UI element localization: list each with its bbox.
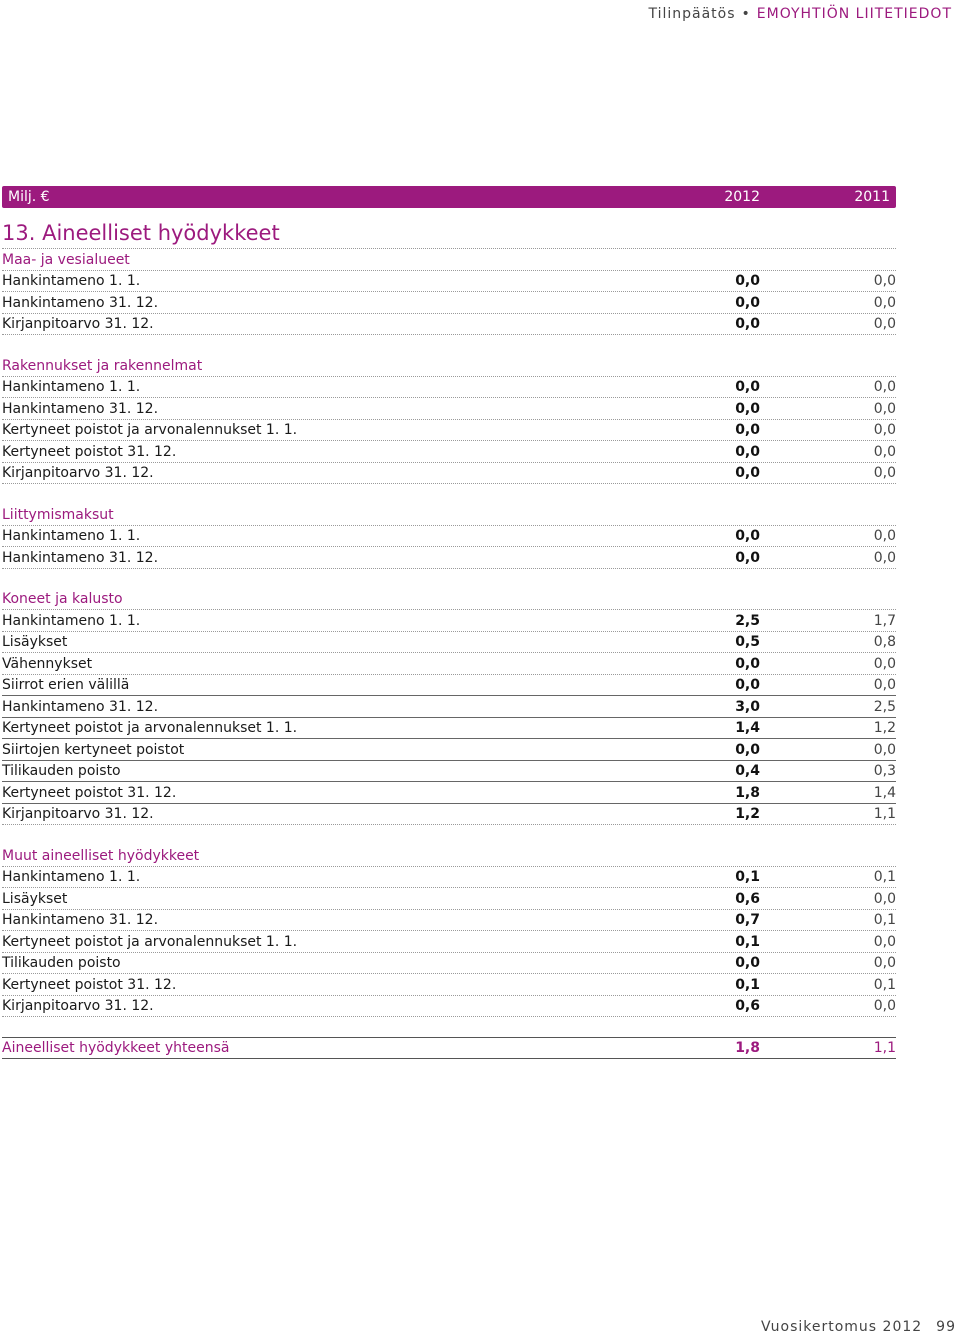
value-2012: 0,6 bbox=[735, 890, 760, 907]
table-row bbox=[2, 526, 896, 547]
total-label: Aineelliset hyödykkeet yhteensä bbox=[2, 1040, 230, 1056]
value-2011: 0,0 bbox=[873, 422, 896, 438]
table-row bbox=[2, 463, 896, 484]
value-2012: 0,0 bbox=[735, 677, 760, 693]
column-header-bar bbox=[2, 186, 896, 208]
value-2011: 1,7 bbox=[873, 612, 896, 629]
table-row bbox=[2, 761, 896, 782]
row-label: Vähennykset bbox=[2, 655, 93, 672]
header-doc: Tilinpäätös bbox=[648, 6, 736, 22]
table-row bbox=[2, 718, 896, 739]
group-heading-label: Maa- ja vesialueet bbox=[2, 251, 130, 268]
table-row bbox=[2, 271, 896, 292]
table-row bbox=[2, 399, 896, 420]
notes-table bbox=[2, 186, 896, 1059]
group-heading-label: Liittymismaksut bbox=[2, 506, 114, 523]
value-2011: 0,0 bbox=[873, 294, 896, 311]
row-label: Lisäykset bbox=[2, 890, 68, 907]
row-label: Hankintameno 1. 1. bbox=[2, 869, 141, 885]
row-label: Kertyneet poistot 31. 12. bbox=[2, 976, 177, 993]
value-2011: 0,3 bbox=[873, 763, 896, 779]
table-row bbox=[2, 783, 896, 804]
value-2012: 0,0 bbox=[735, 549, 760, 566]
value-2011: 0,0 bbox=[873, 379, 896, 395]
row-label: Kertyneet poistot ja arvonalennukset 1. 1. bbox=[2, 933, 298, 950]
row-label: Tilikauden poisto bbox=[2, 955, 121, 971]
value-2011: 0,0 bbox=[873, 443, 896, 460]
groups-container bbox=[2, 250, 896, 1018]
group-heading bbox=[2, 505, 896, 526]
value-2011: 0,0 bbox=[873, 741, 896, 758]
value-2012: 0,4 bbox=[735, 763, 760, 779]
group-heading bbox=[2, 250, 896, 271]
total-value-2012: 1,8 bbox=[735, 1040, 760, 1056]
total-value-2011: 1,1 bbox=[873, 1040, 896, 1056]
group-heading-label: Muut aineelliset hyödykkeet bbox=[2, 847, 200, 864]
row-label: Tilikauden poisto bbox=[2, 763, 121, 779]
value-2011: 0,0 bbox=[873, 998, 896, 1014]
value-2011: 0,0 bbox=[873, 890, 896, 907]
page-header bbox=[648, 6, 952, 22]
value-2011: 0,1 bbox=[873, 976, 896, 993]
value-2011: 0,1 bbox=[873, 869, 896, 885]
row-label: Kertyneet poistot ja arvonalennukset 1. 1. bbox=[2, 422, 298, 438]
value-2011: 0,0 bbox=[873, 465, 896, 481]
total-row bbox=[2, 1037, 896, 1059]
table-row bbox=[2, 420, 896, 441]
value-2011: 0,8 bbox=[873, 634, 896, 650]
table-row bbox=[2, 611, 896, 632]
value-2012: 0,0 bbox=[735, 465, 760, 481]
table-row bbox=[2, 975, 896, 996]
group-spacer bbox=[2, 569, 896, 589]
page-number: 99 bbox=[936, 1319, 956, 1335]
value-2012: 0,7 bbox=[735, 912, 760, 928]
value-2012: 1,4 bbox=[735, 720, 760, 736]
value-2011: 1,4 bbox=[873, 784, 896, 801]
row-label: Hankintameno 31. 12. bbox=[2, 912, 159, 928]
value-2012: 0,5 bbox=[735, 634, 760, 650]
group-spacer bbox=[2, 825, 896, 845]
row-label: Kirjanpitoarvo 31. 12. bbox=[2, 806, 154, 822]
row-label: Hankintameno 1. 1. bbox=[2, 379, 141, 395]
year-2011-header: 2011 bbox=[854, 189, 890, 205]
group-heading-label: Rakennukset ja rakennelmat bbox=[2, 357, 203, 374]
table-row bbox=[2, 867, 896, 888]
table-row bbox=[2, 293, 896, 314]
row-label: Hankintameno 31. 12. bbox=[2, 549, 159, 566]
row-label: Siirtojen kertyneet poistot bbox=[2, 741, 185, 758]
value-2012: 0,0 bbox=[735, 316, 760, 332]
value-2012: 0,0 bbox=[735, 528, 760, 544]
row-label: Kirjanpitoarvo 31. 12. bbox=[2, 998, 154, 1014]
value-2012: 0,0 bbox=[735, 955, 760, 971]
row-label: Siirrot erien välillä bbox=[2, 677, 130, 693]
value-2012: 2,5 bbox=[735, 612, 760, 629]
table-row bbox=[2, 740, 896, 761]
row-label: Hankintameno 1. 1. bbox=[2, 273, 141, 289]
row-label: Lisäykset bbox=[2, 634, 68, 650]
value-2012: 0,0 bbox=[735, 400, 760, 417]
table-row bbox=[2, 910, 896, 931]
header-separator: • bbox=[741, 6, 751, 22]
value-2011: 0,0 bbox=[873, 273, 896, 289]
group-heading bbox=[2, 589, 896, 610]
row-label: Kirjanpitoarvo 31. 12. bbox=[2, 316, 154, 332]
value-2012: 0,0 bbox=[735, 379, 760, 395]
value-2012: 0,0 bbox=[735, 443, 760, 460]
row-label: Hankintameno 1. 1. bbox=[2, 528, 141, 544]
row-label: Kirjanpitoarvo 31. 12. bbox=[2, 465, 154, 481]
row-label: Kertyneet poistot 31. 12. bbox=[2, 443, 177, 460]
group-heading-label: Koneet ja kalusto bbox=[2, 591, 123, 607]
header-section: EMOYHTIÖN LIITETIEDOT bbox=[756, 6, 952, 22]
table-row bbox=[2, 889, 896, 910]
value-2011: 1,1 bbox=[873, 806, 896, 822]
value-2012: 0,0 bbox=[735, 294, 760, 311]
value-2011: 2,5 bbox=[873, 698, 896, 715]
row-label: Hankintameno 1. 1. bbox=[2, 612, 141, 629]
value-2012: 0,0 bbox=[735, 655, 760, 672]
year-2012-header: 2012 bbox=[724, 189, 760, 205]
value-2012: 0,0 bbox=[735, 422, 760, 438]
value-2012: 0,1 bbox=[735, 933, 760, 950]
group-heading bbox=[2, 846, 896, 867]
value-2011: 1,2 bbox=[873, 720, 896, 736]
group-spacer bbox=[2, 484, 896, 504]
value-2012: 0,1 bbox=[735, 976, 760, 993]
value-2011: 0,0 bbox=[873, 528, 896, 544]
group-spacer bbox=[2, 335, 896, 355]
table-row bbox=[2, 442, 896, 463]
table-row bbox=[2, 632, 896, 653]
value-2011: 0,0 bbox=[873, 955, 896, 971]
value-2012: 1,8 bbox=[735, 784, 760, 801]
table-row bbox=[2, 675, 896, 696]
value-2011: 0,0 bbox=[873, 655, 896, 672]
row-label: Kertyneet poistot ja arvonalennukset 1. 1. bbox=[2, 720, 298, 736]
value-2011: 0,0 bbox=[873, 933, 896, 950]
unit-label: Milj. € bbox=[8, 189, 50, 205]
group-heading bbox=[2, 356, 896, 377]
table-row bbox=[2, 996, 896, 1017]
value-2011: 0,0 bbox=[873, 316, 896, 332]
table-row bbox=[2, 548, 896, 569]
spacer bbox=[2, 1017, 896, 1037]
table-row bbox=[2, 932, 896, 953]
table-row bbox=[2, 804, 896, 825]
value-2012: 0,1 bbox=[735, 869, 760, 885]
value-2012: 1,2 bbox=[735, 806, 760, 822]
footer-report: Vuosikertomus 2012 bbox=[761, 1319, 923, 1335]
value-2012: 3,0 bbox=[735, 698, 760, 715]
table-row bbox=[2, 314, 896, 335]
value-2011: 0,1 bbox=[873, 912, 896, 928]
value-2012: 0,0 bbox=[735, 741, 760, 758]
table-row bbox=[2, 654, 896, 675]
note-title: 13. Aineelliset hyödykkeet bbox=[2, 219, 896, 249]
row-label: Hankintameno 31. 12. bbox=[2, 698, 159, 715]
value-2011: 0,0 bbox=[873, 400, 896, 417]
value-2012: 0,0 bbox=[735, 273, 760, 289]
value-2011: 0,0 bbox=[873, 549, 896, 566]
value-2011: 0,0 bbox=[873, 677, 896, 693]
row-label: Kertyneet poistot 31. 12. bbox=[2, 784, 177, 801]
row-label: Hankintameno 31. 12. bbox=[2, 294, 159, 311]
table-row bbox=[2, 377, 896, 398]
row-label: Hankintameno 31. 12. bbox=[2, 400, 159, 417]
value-2012: 0,6 bbox=[735, 998, 760, 1014]
table-row bbox=[2, 697, 896, 718]
table-row bbox=[2, 953, 896, 974]
page-footer bbox=[761, 1319, 956, 1335]
